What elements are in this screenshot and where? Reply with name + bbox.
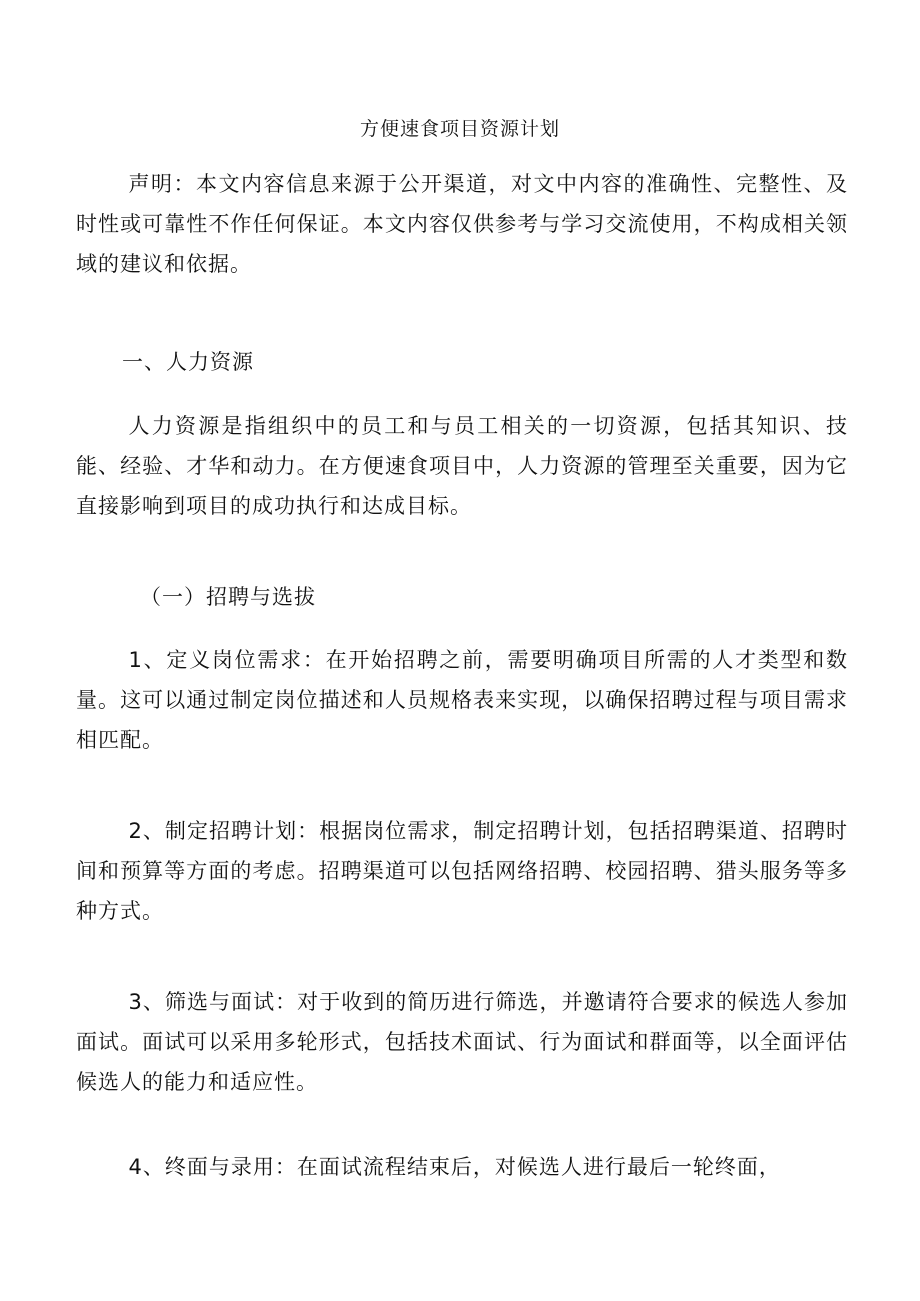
document-title: 方便速食项目资源计划	[359, 118, 560, 140]
list-item-screening-interview: 3、筛选与面试：对于收到的简历进行筛选，并邀请符合要求的候选人参加面试。面试可以采用多轮形式，包括技术面试、行为面试和群面等，以全面评估候选人的能力和适应性。	[76, 990, 848, 1094]
disclaimer-paragraph: 声明：本文内容信息来源于公开渠道，对文中内容的准确性、完整性、及时性或可靠性不作任何保证。本文内容仅供参考与学习交流使用，不构成相关领域的建议和依据。	[76, 172, 848, 276]
list-item-final-interview: 4、终面与录用：在面试流程结束后，对候选人进行最后一轮终面，	[128, 1155, 781, 1179]
section-intro-paragraph: 人力资源是指组织中的员工和与员工相关的一切资源，包括其知识、技能、经验、才华和动力。在方便速食项目中，人力资源的管理至关重要，因为它直接影响到项目的成功执行和达成目标。	[76, 414, 848, 518]
list-item-define-needs: 1、定义岗位需求：在开始招聘之前，需要明确项目所需的人才类型和数量。这可以通过制定岗位描述和人员规格表来实现，以确保招聘过程与项目需求相匹配。	[76, 648, 848, 752]
list-item-recruitment-plan: 2、制定招聘计划：根据岗位需求，制定招聘计划，包括招聘渠道、招聘时间和预算等方面的考虑。招聘渠道可以包括网络招聘、校园招聘、猎头服务等多种方式。	[76, 819, 848, 923]
subsection-heading-recruitment: （一）招聘与选拔	[140, 585, 316, 609]
section-heading-human-resources: 一、人力资源	[122, 350, 254, 374]
